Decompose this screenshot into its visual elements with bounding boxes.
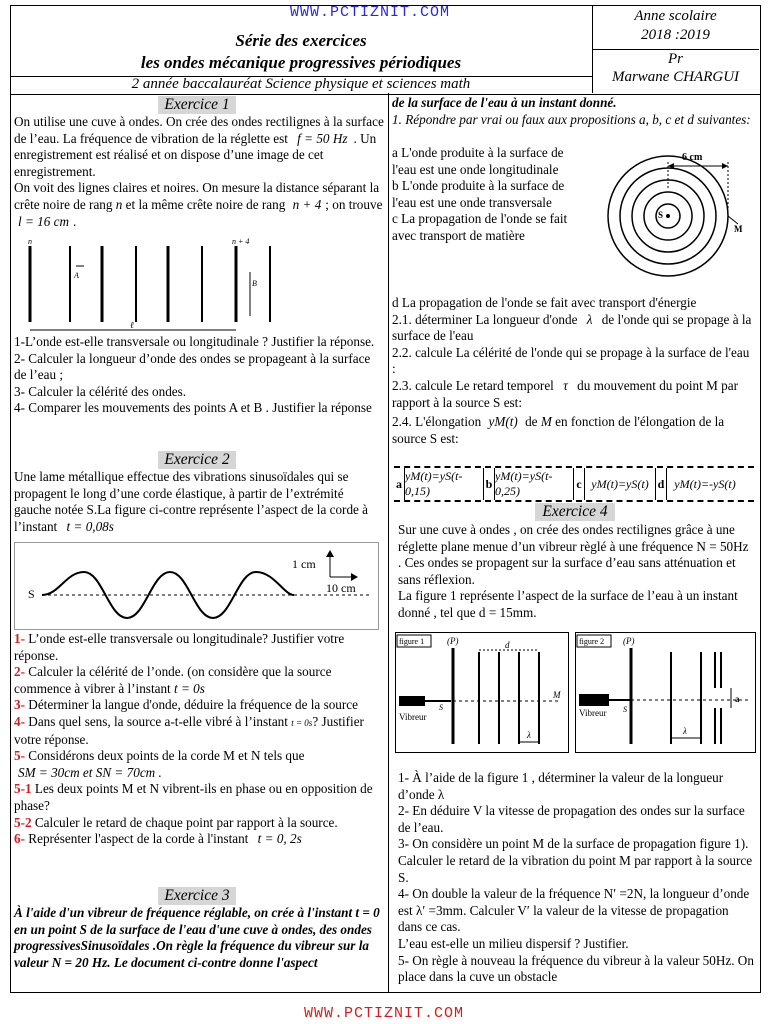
ex2-q4: 4- Dans quel sens, la source a-t-elle vibré à l’instant t = 0s? Justifier votre réponse. (14, 713, 364, 747)
fig4-1-d: d (505, 640, 510, 650)
fig3-label-S: S (658, 210, 664, 220)
fig4-2-S: S (623, 705, 627, 714)
ex3-q22: 2.2. calcule La célérité de l'onde qui se propage à la surface de l'eau : (392, 344, 750, 377)
ex3-propositions (392, 145, 582, 245)
fig1-label-n4: n + 4 (232, 237, 250, 246)
fig4-2-a: a (735, 694, 740, 704)
ex3-continuation: de la surface de l'eau à un instant donné. (392, 95, 617, 110)
header-title-2: les ondes mécanique progressives périodiques (140, 53, 462, 72)
ex3-prop-b: b L'onde produite à la surface de l'eau est une onde transversale (392, 178, 565, 210)
ex1-q4: 4- Comparer les mouvements des points A et B . Justifier la réponse (14, 400, 372, 416)
site-url-bottom[interactable]: WWW.PCTIZNIT.COM (303, 1005, 465, 1022)
year-value: 2018 :2019 (641, 27, 710, 43)
ex3-questions (392, 295, 756, 447)
fig3-label-M: M (734, 224, 743, 234)
ex3-opt-b: yM(t)=yS(t-0,25) (494, 468, 573, 500)
year-label: Anne scolaire (634, 8, 717, 24)
author-prefix: Pr (668, 51, 683, 67)
exercise-1-figure (18, 236, 288, 336)
ex3-opt-d: yM(t)=-yS(t) (666, 468, 743, 500)
exercise-2-text: Une lame métallique effectue des vibrations sinusoïdales qui se propagent le long d’une corde élastique, à partir de l’extrémité gauche notée S.La figure ci-contre représente l’aspect de la corde à l’instant t = 0,08s (14, 469, 369, 534)
ex4-q5: 5- On règle à nouveau la fréquence du vibreur à la valeur 50Hz. On place dans la cuve un obstacle (398, 952, 754, 985)
exercise-4-figures (395, 632, 757, 754)
fig2-scale-y: 1 cm (292, 557, 316, 571)
ex1-q2: 2- Calculer la longueur d’onde des ondes se propageant à la surface de l’eau ; (14, 350, 371, 383)
ex3-q21: 2.1. déterminer La longueur d'onde λ de l'onde qui se propage à la surface de l'eau (392, 311, 752, 344)
ex2-q5: 5- Considérons deux points de la corde M et N tels que (14, 748, 305, 764)
fig2-scale-x: 10 cm (326, 581, 356, 595)
ex3-prop-c: c La propagation de l'onde se fait avec transport de matière (392, 211, 568, 243)
ex4-q3: 3- On considère un point M de la surface de propagation figure 1). Calculer le retard de la vibration du point M par rapport à la source S. (398, 836, 753, 885)
ex4-q2: 2- En déduire V la vitesse de propagation des ondes sur la surface de l’eau. (398, 803, 745, 835)
ex1-q1: 1-L’onde est-elle transversale ou longitudinale ? Justifier la réponse. (14, 334, 375, 349)
exercise-1-questions (14, 334, 384, 417)
fig1-label-A: A (74, 271, 79, 280)
fig4-1-P: (P) (447, 636, 459, 646)
ex2-q1: 1- L’onde est-elle transversale ou longitudinale? Justifier votre réponse. (14, 631, 345, 663)
fig4-2-lambda: λ (683, 726, 687, 736)
header-subtitle: 2 année baccalauréat Science physique et sciences math (131, 76, 471, 92)
header-divider-h (592, 49, 759, 50)
fig4-1-vibreur: Vibreur (399, 712, 427, 722)
exercise-4-heading: Exercice 4 (535, 503, 615, 521)
ex3-opt-a-tag: a (396, 476, 402, 491)
ex3-prop-a: a L'onde produite à la surface de l'eau est une onde longitudinale (392, 145, 564, 177)
exercise-2-heading: Exercice 2 (158, 451, 236, 469)
exercise-3-figure (606, 148, 756, 298)
fig4-2-P: (P) (623, 636, 635, 646)
ex3-options-table (394, 466, 754, 502)
exercise-2-questions (14, 631, 384, 848)
ex4-q4: 4- On double la valeur de la fréquence N′ =2N, la longueur d’onde est λ′ =3mm. Calculer V′ la valeur de la vitesse de propagation dans ce cas. (398, 886, 750, 935)
header-title-1: Série des exercices (235, 31, 367, 50)
ex1-q3: 3- Calculer la célérité des ondes. (14, 383, 187, 399)
ex2-q52: 5-2 Calculer le retard de chaque point par rapport à la source. (14, 814, 338, 830)
fig2-label-S: S (28, 587, 35, 601)
exercise-4-questions (398, 770, 754, 986)
ex2-q6: 6- Représenter l'aspect de la corde à l'instant t = 0, 2s (14, 831, 302, 847)
author-name: Marwane CHARGUI (611, 69, 740, 85)
exercise-4-text: Sur une cuve à ondes , on crée des ondes rectilignes grâce à une réglette plane menue d’un vibreur règlé à une fréquence N = 50Hz . Ces ondes se propagent sur la surface d’eau sans atténuation et sans réflexion. La figure 1 représente l’aspect de la surface de l’eau à un instant donné , tel que d = 15mm. (398, 522, 749, 620)
fig1-label-n: n (28, 237, 32, 246)
fig4-1-lambda: λ (527, 730, 531, 740)
exercise-1-text: On utilise une cuve à ondes. On crée des ondes rectilignes à la surface de l’eau. La fréquence de vibration de la réglette est f = 50 Hz . Un enregistrement est réalisé et on dispose d’une image de cet enregistrement. On voit des lignes claires et noires. On mesure la distance séparant la crête noire de rang n et la même crête noire de rang n + 4 ; on trouve l = 16 cm . (14, 114, 384, 229)
ex3-opt-c-tag: c (573, 468, 584, 500)
fig1-label-B: B (252, 279, 257, 288)
ex2-q3: 3- Déterminer la langue d'onde, déduire la fréquence de la source (14, 697, 359, 713)
fig4-1-S: S (439, 703, 443, 712)
ex3-prop-d: d La propagation de l'onde se fait avec transport d'énergie (392, 295, 697, 310)
column-divider (388, 93, 389, 992)
exercise-3-continued (392, 95, 756, 128)
fig4-2-label: figure 2 (579, 637, 605, 646)
fig4-1-M: M (553, 690, 561, 700)
ex3-opt-b-tag: b (483, 468, 494, 500)
ex4-q1: 1- À l’aide de la figure 1 , déterminer la valeur de la longueur d’onde λ (398, 770, 724, 802)
ex3-opt-d-tag: d (655, 468, 666, 500)
ex3-opt-a: yM(t)=yS(t-0,15) (404, 468, 483, 500)
ex3-q24: 2.4. L'élongation yM(t) de M en fonction de l'élongation de la source S est: (392, 414, 725, 446)
exercise-3-heading: Exercice 3 (158, 887, 236, 905)
ex2-q2: 2- Calculer la célérité de l’onde. (on considère que la source commence à vibrer à l’instant t = 0s (14, 664, 332, 696)
exercise-3-text: À l'aide d'un vibreur de fréquence réglable, on crée à l'instant t = 0 en un point S de la surface de l'eau d'une cuve à ondes, des ondes progressivesSinusoïdales .On règle la fréquence du vibreur sur la valeur N = 20 Hz. Le document ci-contre donne l'aspect (14, 905, 380, 970)
fig1-label-l: ℓ (130, 320, 134, 330)
exercise-1-heading: Exercice 1 (158, 96, 236, 114)
fig4-2-vibreur: Vibreur (579, 708, 607, 718)
fig3-distance: 6 cm (682, 152, 703, 163)
site-url-top[interactable]: WWW.PCTIZNIT.COM (289, 4, 451, 21)
ex2-q51: 5-1 Les deux points M et N vibrent-ils en phase ou en opposition de phase? (14, 781, 373, 813)
exercise-2-figure (14, 542, 379, 630)
ex3-q1: 1. Répondre par vrai ou faux aux propositions a, b, c et d suivantes: (392, 111, 751, 127)
ex3-opt-c: yM(t)=yS(t) (584, 468, 655, 500)
ex3-q23: 2.3. calcule Le retard temporel τ du mouvement du point M par rapport à la source S est: (392, 377, 738, 410)
ex4-q4b: L’eau est-elle un milieu dispersif ? Justifier. (398, 935, 629, 951)
fig4-1-label: figure 1 (399, 637, 425, 646)
ex2-q5-values: SM = 30cm et SN = 70cm . (18, 764, 162, 780)
